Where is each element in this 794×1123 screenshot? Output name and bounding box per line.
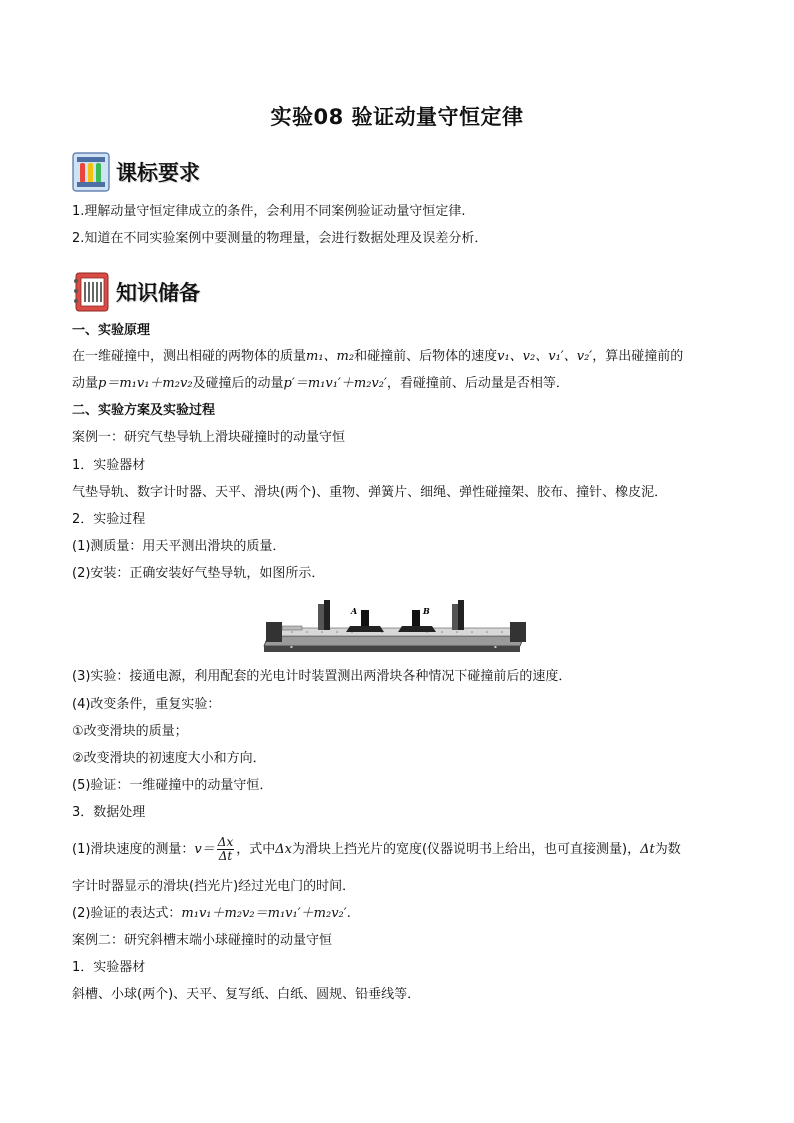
principle-line-2: 动量p＝m₁v₁＋m₂v₂及碰撞后的动量p′＝m₁v₁′＋m₂v₂′，看碰撞前、后动量是否相等． (72, 376, 569, 391)
process-step-4-1: ①改变滑块的质量； (72, 724, 188, 739)
process-step-2: (2)安装：正确安装好气垫导轨，如图所示． (72, 566, 325, 581)
air-track-diagram (262, 596, 532, 658)
svg-text:▪: ▪ (290, 644, 293, 649)
section-label: 课标要求 (116, 161, 200, 185)
process-step-4: (4)改变条件，重复实验： (72, 697, 221, 712)
data-step-2: (2)验证的表达式：m₁v₁＋m₂v₂＝m₁v₁′＋m₂v₂′. (72, 906, 351, 921)
section-header-knowledge (72, 270, 200, 314)
process-step-1: (1)测质量：用天平测出滑块的质量． (72, 539, 286, 554)
section-header-standards (72, 150, 200, 194)
case-two-equipment-list: 斜槽、小球(两个)、天平、复写纸、白纸、圆规、铅垂线等． (72, 987, 421, 1002)
standards-item: 1.理解动量守恒定律成立的条件，会利用不同案例验证动量守恒定律. (72, 204, 466, 219)
svg-text:▪: ▪ (494, 644, 497, 649)
notebook-icon (72, 271, 112, 313)
process-step-3: (3)实验：接通电源，利用配套的光电计时装置测出两滑块各种情况下碰撞前后的速度． (72, 669, 572, 684)
page-title: 实验08 验证动量守恒定律 (270, 105, 524, 129)
test-tube-rack-icon (72, 151, 112, 193)
velocity-fraction: $\frac{\Delta x}{\Delta t}$ (217, 835, 234, 863)
case-two-equipment-heading: 1．实验器材 (72, 960, 146, 975)
subheading-scheme: 二、实验方案及实验过程 (72, 403, 216, 418)
section-label: 知识储备 (116, 281, 200, 305)
slider-b-label: B (423, 606, 430, 616)
data-step-1-cont: 字计时器显示的滑块(挡光片)经过光电门的时间． (72, 879, 356, 894)
equipment-heading: 1．实验器材 (72, 458, 146, 473)
process-step-5: (5)验证：一维碰撞中的动量守恒． (72, 778, 273, 793)
standards-item: 2.知道在不同实验案例中要测量的物理量，会进行数据处理及误差分析． (72, 231, 488, 246)
process-step-4-2: ②改变滑块的初速度大小和方向． (72, 751, 266, 766)
slider-a-label: A (351, 606, 358, 616)
subheading-principle: 一、实验原理 (72, 323, 151, 338)
process-heading: 2．实验过程 (72, 512, 146, 527)
principle-line-1: 在一维碰撞中，测出相碰的两物体的质量m₁、m₂和碰撞前、后物体的速度v₁、v₂、v₁′、v₂′，算出碰撞前的 (72, 349, 684, 364)
case-two-title: 案例二：研究斜槽末端小球碰撞时的动量守恒 (72, 933, 333, 948)
equipment-list: 气垫导轨、数字计时器、天平、滑块(两个)、重物、弹簧片、细绳、弹性碰撞架、胶布、撞针、橡皮泥． (72, 485, 668, 500)
data-step-1: (1)滑块速度的测量：v＝ $\frac{\Delta x}{\Delta t}$ ，式中Δx为滑块上挡光片的宽度(仪器说明书上给出，也可直接测量)，Δt为数 (72, 835, 681, 863)
case-one-title: 案例一：研究气垫导轨上滑块碰撞时的动量守恒 (72, 430, 346, 445)
data-heading: 3．数据处理 (72, 805, 146, 820)
